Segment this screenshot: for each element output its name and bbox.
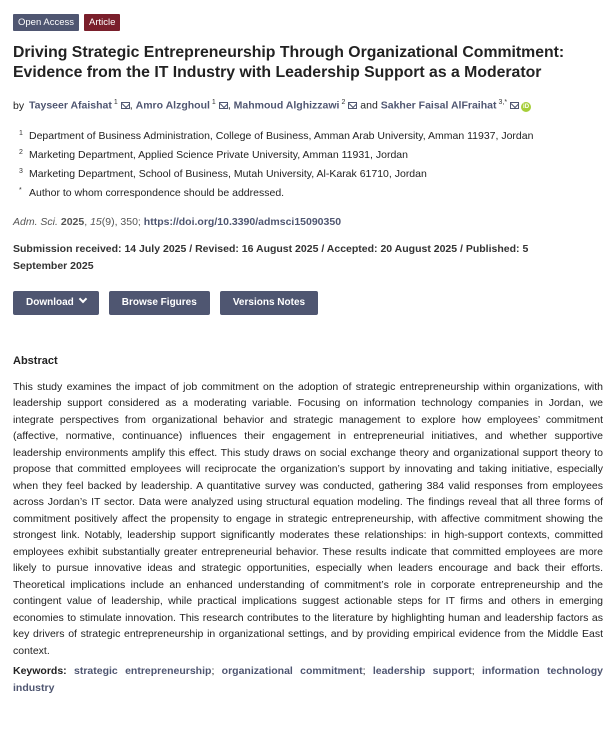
versions-notes-button[interactable]: Versions Notes	[220, 291, 318, 315]
and-label: and	[360, 99, 378, 112]
affiliation-text: Department of Business Administration, College of Business, Amman Arab University, Amman 11937, Jordan	[29, 129, 534, 142]
affiliation-item	[13, 165, 603, 184]
keyword-link[interactable]: strategic entrepreneurship	[74, 665, 212, 677]
author-affil-sup: 1	[211, 99, 216, 106]
article-title: Driving Strategic Entrepreneurship Through Organizational Commitment: Evidence from the IT Industry with Leadership Support as a Moderator	[13, 44, 565, 81]
citation-year: 2025	[60, 215, 85, 228]
email-icon[interactable]	[219, 102, 228, 109]
citation-volume: 15	[90, 215, 102, 228]
author-list: by Tayseer Afaishat $^1$ , Amro Alzghoul $^1$ , Mahmoud Alghizzawi $^2$ and Sakher Faisal AlFraihat $^{3,*}$iD	[13, 99, 530, 112]
download-button[interactable]	[13, 291, 99, 315]
chevron-down-icon	[79, 294, 87, 302]
badge-row	[13, 14, 603, 31]
affiliation-list	[13, 127, 603, 203]
action-buttons	[13, 291, 603, 315]
keyword-link[interactable]: leadership support	[372, 665, 472, 677]
affiliation-item	[13, 184, 603, 203]
keyword-link[interactable]: information technology industry	[13, 665, 604, 694]
affiliation-number: *	[19, 186, 22, 194]
journal-abbrev: Adm. Sci.	[13, 215, 58, 228]
abstract-text: This study examines the impact of job commitment on the adoption of strategic entrepreneurship within organizations, with leadership support considered as a moderating variable. Focusing on information technology companies in Jordan, we integrate perspectives from organizational behavior and strategic management to explore how employees’ commitment (affective, normative, continuance) influences their engagement in entrepreneurial initiatives, and whether supportive leadership environments amplify this effect. This study draws on social exchange theory and organizational support theory to propose that committed employees will reciprocate the organization’s support by innovating and taking initiative, especially when they feel backed by leadership. A quantitative survey was conducted, gathering 384 valid responses from employees across Jordan’s IT sector. Data were analyzed using structural equation modeling. The findings reveal that all three forms of commitment positively affect the propensity to engage in strategic entrepreneurship, with affective commitment showing the strongest link. Notably, leadership support significantly moderates these relationships: in high-support contexts, committed employees exhibit substantially greater entrepreneurial behavior. These results indicate that committed employees are more likely to pursue innovative ideas and strategic opportunities, especially when leaders encourage and back their efforts. Theoretical implications include an enhanced understanding of commitment’s role in corporate entrepreneurship and the contingent value of leadership, while practical implications suggest actionable steps for IT firms and others in emerging economies to stimulate innovation. This research contributes to the literature by highlighting human and leadership factors as key drivers of strategic entrepreneurship in organizational settings, and by providing empirical evidence from the Middle East context.	[13, 380, 603, 657]
doi-link[interactable]: https://doi.org/10.3390/admsci15090350	[143, 215, 342, 228]
email-icon[interactable]	[348, 102, 357, 109]
citation-issue: (9), 350;	[101, 215, 141, 228]
email-icon[interactable]	[510, 102, 519, 109]
abstract-heading: Abstract	[13, 354, 58, 367]
publication-dates: Submission received: 14 July 2025 / Revised: 16 August 2025 / Accepted: 20 August 2025 / Published: 5 September 2025	[13, 242, 529, 272]
author-affil-sup: 1	[113, 99, 118, 106]
keywords: Keywords: strategic entrepreneurship; organizational commitment; leadership support; information technology industry	[13, 665, 604, 694]
affiliation-text: Marketing Department, Applied Science Private University, Amman 11931, Jordan	[29, 148, 408, 161]
article-type-badge[interactable]: Article	[84, 14, 120, 31]
affiliation-item	[13, 127, 603, 146]
author-link-afaishat[interactable]: Tayseer Afaishat	[29, 99, 112, 112]
affiliation-number: 2	[19, 148, 23, 156]
affiliation-text: Author to whom correspondence should be addressed.	[29, 186, 285, 199]
open-access-badge[interactable]: Open Access	[13, 14, 79, 31]
affiliation-text: Marketing Department, School of Business, Mutah University, Al-Karak 61710, Jordan	[29, 167, 427, 180]
browse-figures-button[interactable]: Browse Figures	[109, 291, 210, 315]
affiliation-number: 1	[19, 129, 23, 137]
keyword-link[interactable]: organizational commitment	[221, 665, 363, 677]
orcid-icon[interactable]: iD	[523, 103, 530, 110]
by-label: by	[13, 99, 25, 112]
author-affil-sup: 3,*	[498, 99, 508, 106]
affiliation-item	[13, 146, 603, 165]
keywords-label: Keywords:	[13, 665, 67, 677]
download-label: Download	[26, 296, 74, 308]
author-link-alzghoul[interactable]: Amro Alzghoul	[135, 99, 210, 112]
author-link-alfraihat[interactable]: Sakher Faisal AlFraihat	[380, 99, 497, 112]
author-link-alghizzawi[interactable]: Mahmoud Alghizzawi	[233, 99, 340, 112]
citation: Adm. Sci. 2025, 15(9), 350; https://doi.org/10.3390/admsci15090350	[13, 215, 342, 228]
author-affil-sup: 2	[341, 99, 346, 106]
email-icon[interactable]	[121, 102, 130, 109]
affiliation-number: 3	[19, 167, 23, 175]
